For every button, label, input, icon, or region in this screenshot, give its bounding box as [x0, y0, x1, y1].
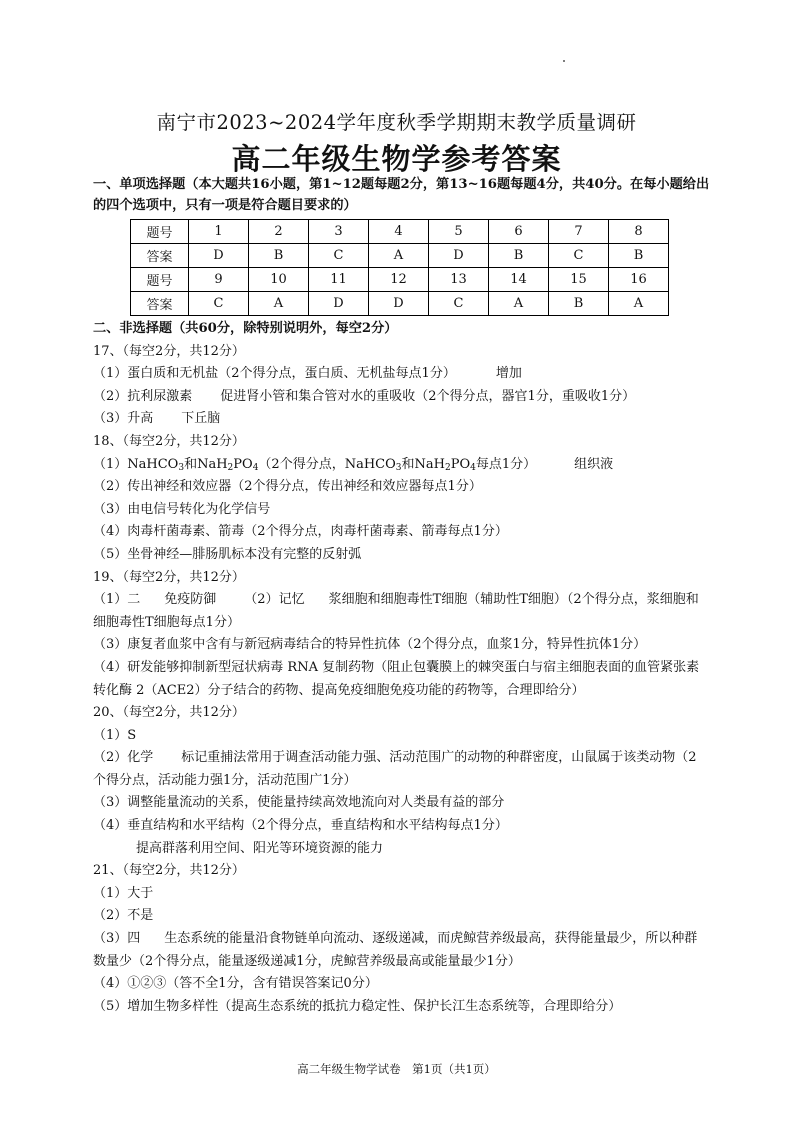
subscript: 4 — [470, 462, 476, 473]
q18-line3: （3）由电信号转化为化学信号 — [93, 501, 271, 517]
q19-line1 — [93, 589, 705, 634]
section1-heading: 一、单项选择题（本大题共16小题，第1~12题每题2分，第13~16题每题4分，共40分。在每小题给出的四个选项中，只有一项是符合题目要求的） — [93, 177, 710, 213]
q19-line3: （3）康复者血浆中含有与新冠病毒结合的特异性抗体（2个得分点，血浆1分，特异性抗体1分） — [93, 637, 647, 653]
q21-line5: （5）增加生物多样性（提高生态系统的抵抗力稳定性、保护长江生态系统等，合理即给分） — [93, 998, 622, 1014]
subscript: 4 — [252, 462, 259, 473]
answer-cell: A — [369, 244, 429, 268]
subscript: 2 — [227, 462, 234, 473]
q21-answer3b: 生态系统的能量沿食物链单向流动、逐级递减，而虎鲸营养级最高，获得能量最少，所以种群数量少（2个得分点，能量逐级递减1分，虎鲸营养级最高或能量最少1分） — [93, 931, 698, 969]
answer-cell: A — [609, 292, 669, 316]
question-cell: 2 — [249, 220, 309, 244]
q17-line2 — [93, 386, 705, 409]
answer-table-question-row — [131, 268, 669, 292]
answer-table — [130, 219, 669, 316]
subscript: 3 — [178, 462, 185, 473]
answer-table-question-row — [131, 220, 669, 244]
q21-line4: （4）①②③（答不全1分，含有错误答案记0分） — [93, 976, 378, 992]
q17-answer2: （2）抗利尿激素 — [93, 388, 193, 404]
q21-answer3: （3）四 — [93, 931, 141, 947]
q17-answer2b: 促进肾小管和集合管对水的重吸收（2个得分点，器官1分，重吸收1分） — [220, 388, 636, 404]
answer-cell: C — [309, 244, 369, 268]
q20-line5: 提高群落利用空间、阳光等环境资源的能力 — [136, 840, 384, 856]
q18-line1 — [93, 454, 705, 477]
question-cell: 14 — [489, 268, 549, 292]
q20-line2 — [93, 747, 705, 792]
q21-head: 21、（每空2分，共12分） — [93, 863, 245, 879]
q21-line3 — [93, 928, 705, 973]
q19-answer2: （2）记忆 — [244, 592, 305, 608]
question-cell: 7 — [549, 220, 609, 244]
q18-line4: （4）肉毒杆菌毒素、箭毒（2个得分点，肉毒杆菌毒素、箭毒每点1分） — [93, 524, 508, 540]
section2-heading: 二、非选择题（共60分，除特别说明外，每空2分） — [93, 321, 398, 336]
q17-answer1: （1）蛋白质和无机盐（2个得分点，蛋白质、无机盐每点1分） — [93, 366, 456, 382]
q21-line2: （2）不是 — [93, 908, 154, 924]
q18-text: PO — [450, 456, 471, 472]
q19-line4: （4）研发能够抑制新型冠状病毒 RNA 复制药物（阻止包囊膜上的棘突蛋白与宿主细胞表面的血管紧张素转化酶 2（ACE2）分子结合的药物、提高免疫细胞免疫功能的药物等，合理即给分） — [93, 659, 700, 698]
answer-cell: D — [309, 292, 369, 316]
question-cell: 1 — [189, 220, 249, 244]
q19-answer1b: 免疫防御 — [164, 592, 217, 608]
q20-line4: （4）垂直结构和水平结构（2个得分点，垂直结构和水平结构每点1分） — [93, 818, 508, 834]
question-cell: 13 — [429, 268, 489, 292]
q19-head: 19、（每空2分，共12分） — [93, 569, 245, 585]
answer-cell: A — [249, 292, 309, 316]
answer-cell: B — [249, 244, 309, 268]
q17-answer3: （3）升高 — [93, 411, 154, 427]
question-label-cell: 题号 — [131, 268, 189, 292]
answer-cell: C — [429, 292, 489, 316]
answer-cell: B — [609, 244, 669, 268]
question-cell: 12 — [369, 268, 429, 292]
speck-mark — [563, 60, 565, 62]
answer-table-answer-row — [131, 244, 669, 268]
q18-text: （1）NaHCO — [93, 456, 179, 472]
answer-cell: D — [369, 292, 429, 316]
question-cell: 6 — [489, 220, 549, 244]
q20-answer2b: 标记重捕法常用于调查活动能力强、活动范围广的动物的种群密度，山鼠属于该类动物（2个得分点，活动能力强1分，活动范围广1分） — [93, 750, 697, 788]
section2-body — [93, 318, 705, 1018]
q18-text: 和NaH — [184, 456, 228, 472]
answer-table-answer-row — [131, 292, 669, 316]
answer-cell: C — [189, 292, 249, 316]
q20-line3: （3）调整能量流动的关系，使能量持续高效地流向对人类最有益的部分 — [93, 795, 505, 811]
q17-line1 — [93, 363, 705, 386]
q17-head: 17、（每空2分，共12分） — [93, 343, 245, 359]
q18-text: （2个得分点，NaHCO — [258, 456, 396, 472]
q17-answer3b: 下丘脑 — [181, 411, 221, 427]
q18-line5: （5）坐骨神经—腓肠肌标本没有完整的反射弧 — [93, 546, 362, 562]
page-footer: 高二年级生物学试卷 第1页（共1页） — [297, 1062, 496, 1076]
answer-label-cell: 答案 — [131, 244, 189, 268]
question-cell: 4 — [369, 220, 429, 244]
answer-cell: B — [549, 292, 609, 316]
answer-cell: C — [549, 244, 609, 268]
question-cell: 3 — [309, 220, 369, 244]
question-cell: 10 — [249, 268, 309, 292]
subscript: 3 — [395, 462, 402, 473]
answer-label-cell: 答案 — [131, 292, 189, 316]
q18-text: 和NaH — [401, 456, 445, 472]
answer-cell: D — [429, 244, 489, 268]
question-cell: 15 — [549, 268, 609, 292]
document-title: 高二年级生物学参考答案 — [231, 142, 562, 176]
exam-title: 南宁市2023~2024学年度秋季学期期末教学质量调研 — [156, 111, 637, 134]
q18-text: 每点1分） — [475, 456, 537, 472]
q17-line3 — [93, 408, 705, 431]
answer-cell: B — [489, 244, 549, 268]
q17-answer1b: 增加 — [495, 366, 522, 382]
answer-cell: A — [489, 292, 549, 316]
answer-cell: D — [189, 244, 249, 268]
q18-answer1b: 组织液 — [574, 456, 614, 472]
question-cell: 16 — [609, 268, 669, 292]
q20-line1: （1）S — [93, 727, 137, 743]
subscript: 2 — [444, 462, 451, 473]
q18-text: PO — [233, 456, 253, 472]
q19-answer2b: 浆细胞和细胞毒性T细胞（辅助性T细胞）（2个得分点，浆细胞和细胞毒性T细胞每点1分） — [93, 592, 699, 630]
question-cell: 8 — [609, 220, 669, 244]
question-label-cell: 题号 — [131, 220, 189, 244]
question-cell: 5 — [429, 220, 489, 244]
question-cell: 11 — [309, 268, 369, 292]
q20-answer2: （2）化学 — [93, 750, 154, 766]
q18-head: 18、（每空2分，共12分） — [93, 433, 245, 449]
q18-line2: （2）传出神经和效应器（2个得分点，传出神经和效应器每点1分） — [93, 479, 482, 495]
question-cell: 9 — [189, 268, 249, 292]
q20-head: 20、（每空2分，共12分） — [93, 705, 245, 721]
q21-line1: （1）大于 — [93, 885, 154, 901]
q19-answer1: （1）二 — [93, 592, 141, 608]
